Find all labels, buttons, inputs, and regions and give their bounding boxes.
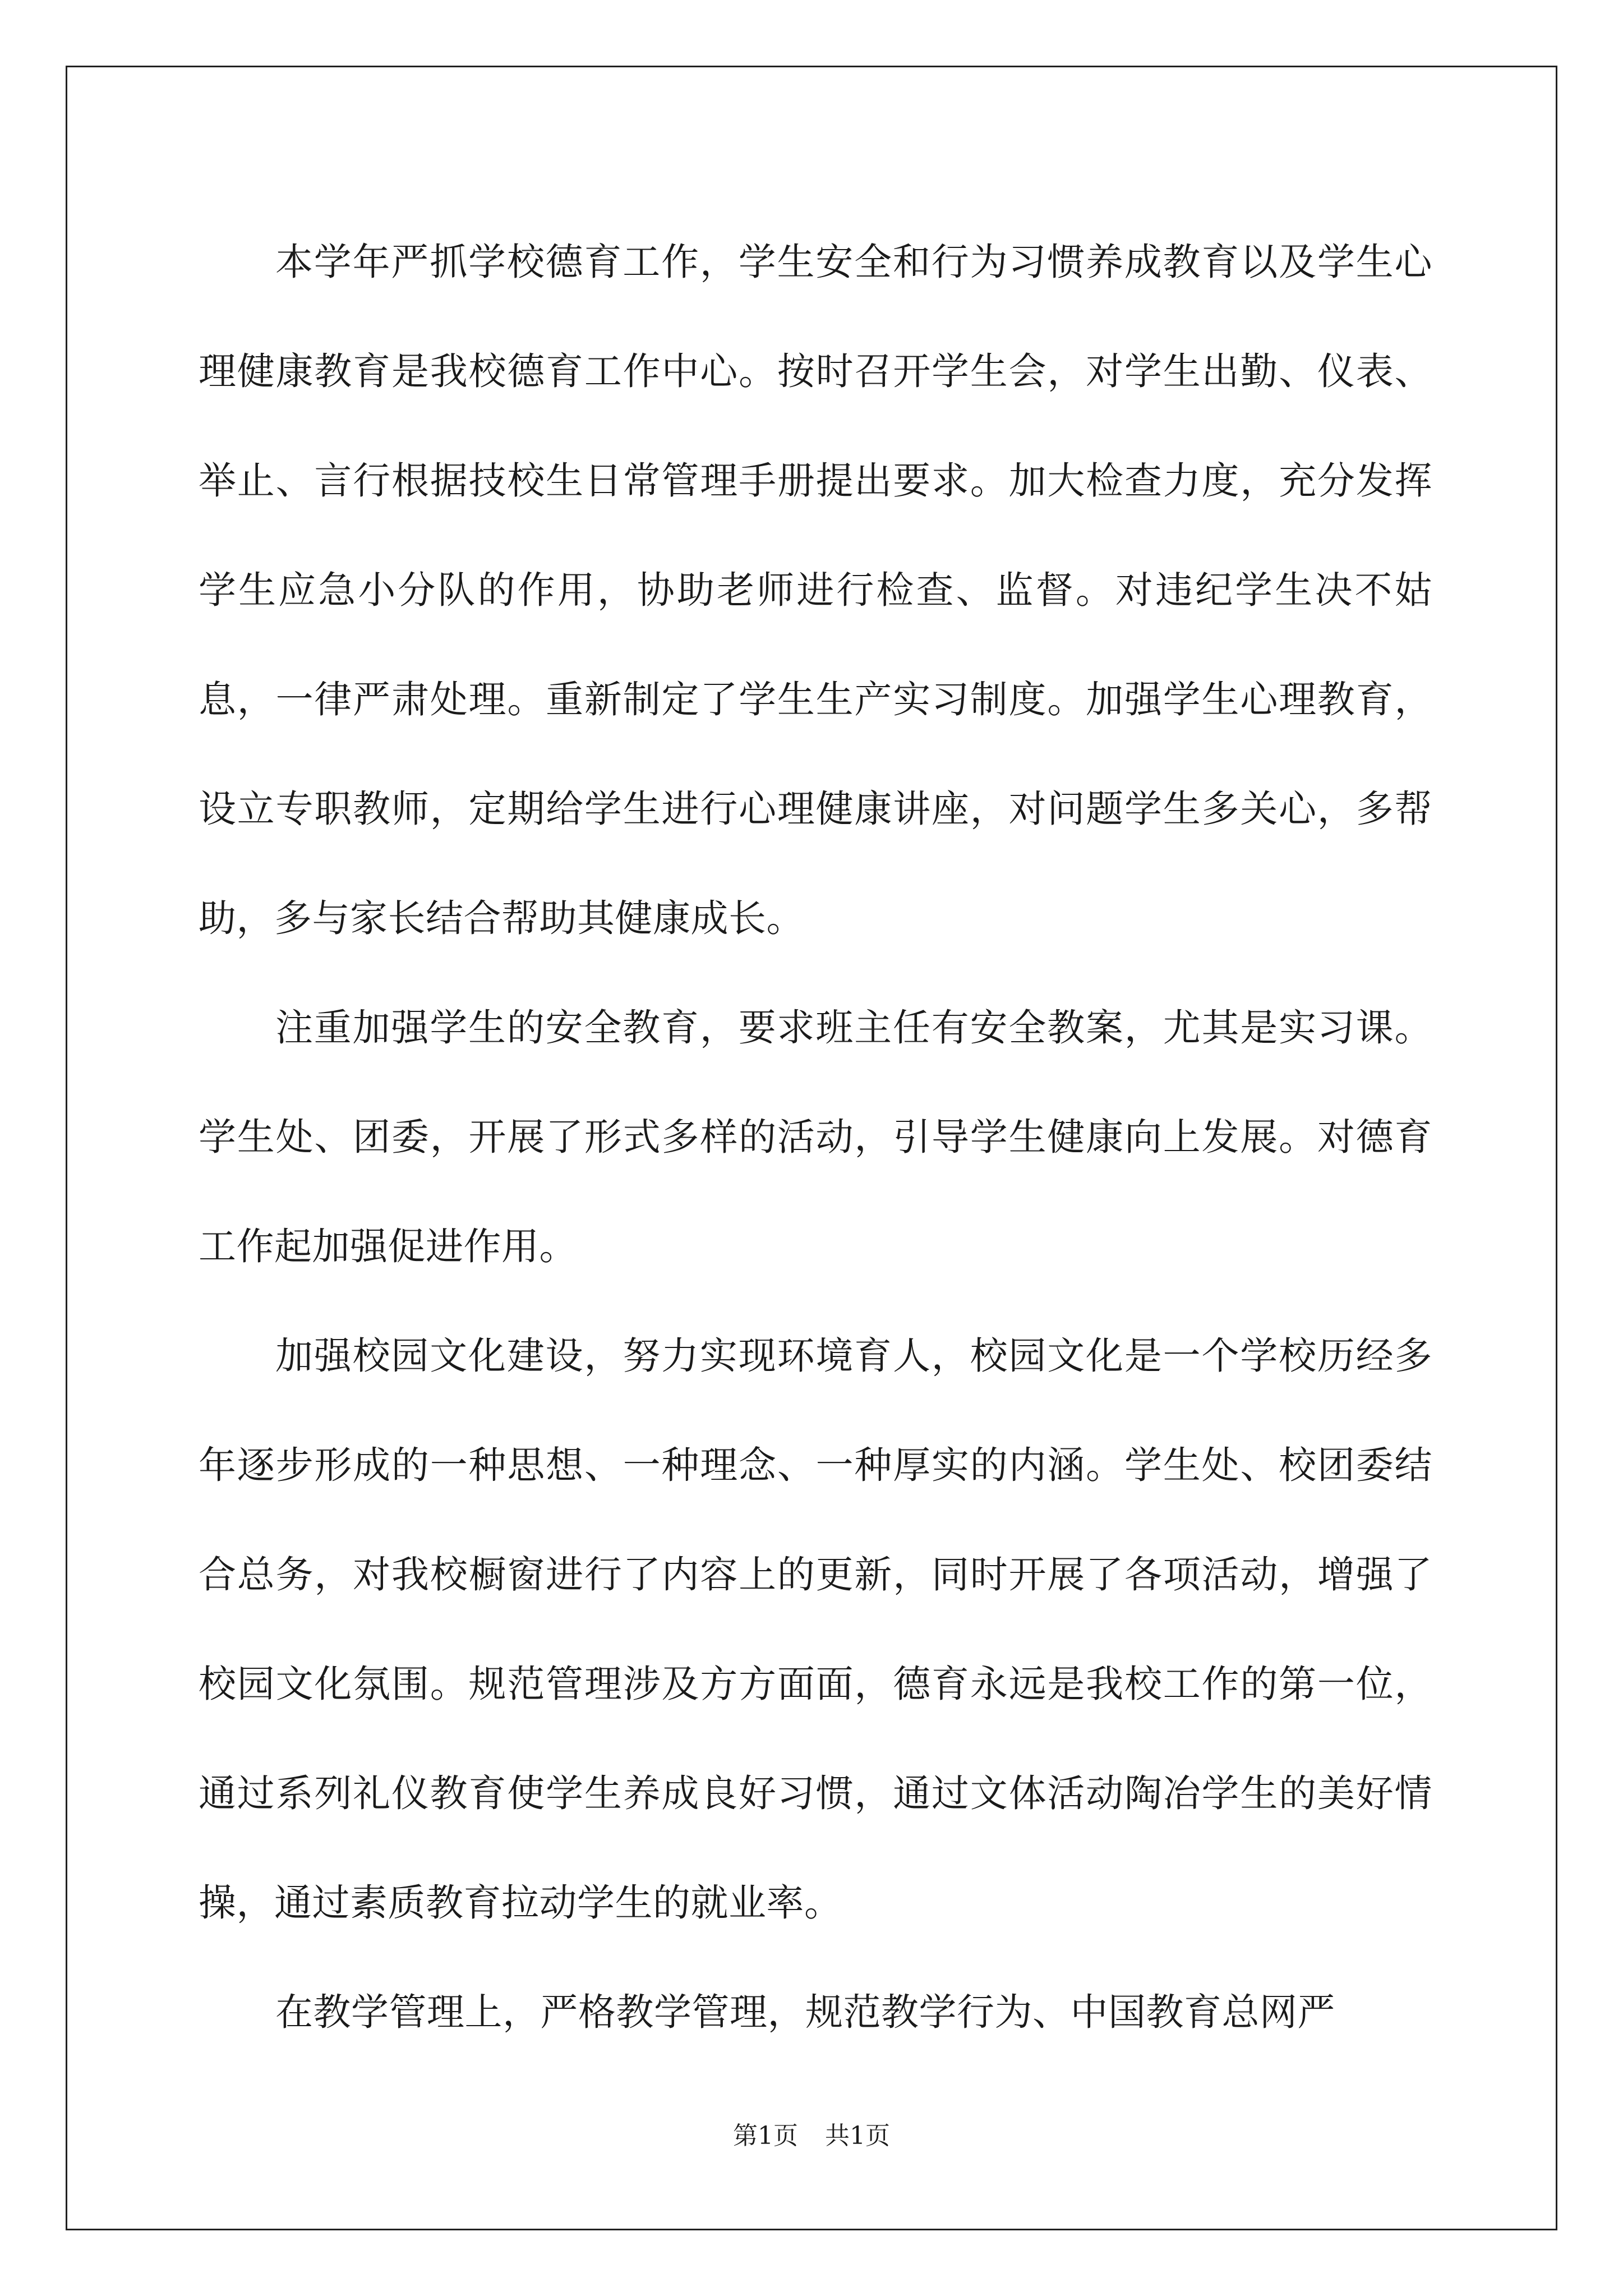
page-number-current: 第1页 — [733, 2122, 798, 2150]
page-number-total: 共1页 — [825, 2122, 890, 2150]
paragraph-moral-education: 本学年严抓学校德育工作，学生安全和行为习惯养成教育以及学生心理健康教育是我校德育工作中心。按时召开学生会，对学生出勤、仪表、举止、言行根据技校生日常管理手册提出要求。加大检查力度，充分发挥学生应急小分队的作用，协助老师进行检查、监督。对违纪学生决不姑息，一律严肃处理。重新制定了学生生产实习制度。加强学生心理教育，设立专职教师，定期给学生进行心理健康讲座，对问题学生多关心，多帮助，多与家长结合帮助其健康成长。 — [199, 240, 1432, 940]
paragraph-safety-education: 注重加强学生的安全教育，要求班主任有安全教案，尤其是实习课。学生处、团委，开展了形式多样的活动，引导学生健康向上发展。对德育工作起加强促进作用。 — [199, 1006, 1432, 1268]
page-footer — [0, 2119, 1623, 2153]
paragraph-teaching-management: 在教学管理上，严格教学管理，规范教学行为、中国教育总网严 — [275, 1990, 1335, 2034]
paragraph-campus-culture: 加强校园文化建设，努力实现环境育人，校园文化是一个学校历经多年逐步形成的一种思想、一种理念、一种厚实的内涵。学生处、校团委结合总务，对我校橱窗进行了内容上的更新，同时开展了各项活动，增强了校园文化氛围。规范管理涉及方方面面，德育永远是我校工作的第一位，通过系列礼仪教育使学生养成良好习惯，通过文体活动陶冶学生的美好情操，通过素质教育拉动学生的就业率。 — [199, 1334, 1432, 1925]
document-body — [199, 208, 1432, 2067]
